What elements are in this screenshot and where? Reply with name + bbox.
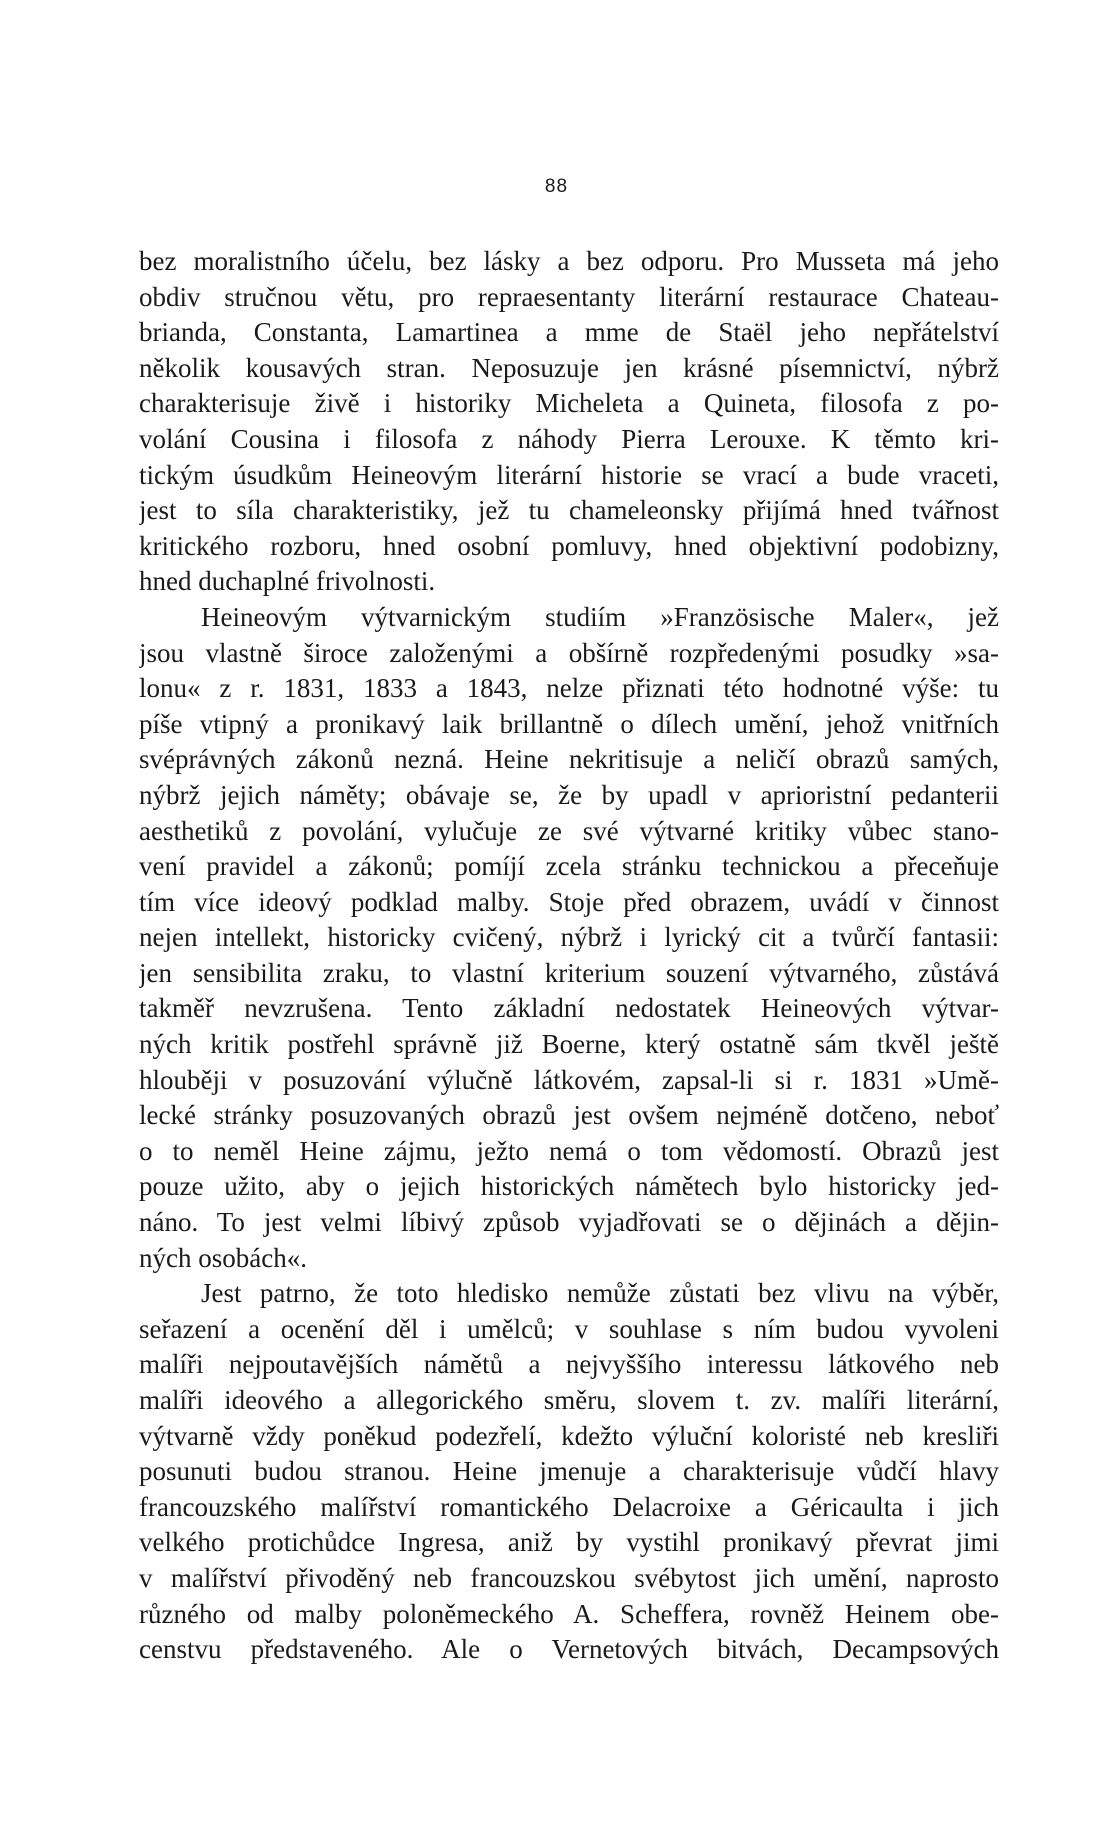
text-line: jen sensibilita zraku, to vlastní kriterium souzení výtvarného, zůstává (139, 957, 999, 988)
page-number: 88 (544, 176, 569, 197)
text-line: pouze užito, aby o jejich historických námětech bylo historicky jed- (139, 1171, 999, 1202)
text-line: tickým úsudkům Heineovým literární historie se vrací a bude vraceti, (139, 459, 999, 490)
text-line: náno. To jest velmi líbivý způsob vyjadřovati se o dějinách a dějin- (139, 1207, 999, 1238)
body-text (139, 244, 999, 1668)
text-line: jest to síla charakteristiky, jež tu chameleonsky přijímá hned tvářnost (139, 495, 999, 526)
text-line: aesthetiků z povolání, vylučuje ze své výtvarné kritiky vůbec stano- (139, 815, 999, 846)
text-line: o to neměl Heine zájmu, ježto nemá o tom vědomostí. Obrazů jest (139, 1135, 999, 1166)
text-line: výtvarně vždy poněkud podezřelí, kdežto výluční koloristé neb kresliři (139, 1420, 999, 1451)
paragraph (139, 600, 999, 1276)
text-line: ných osobách«. (139, 1242, 307, 1273)
paragraph (139, 244, 999, 600)
text-line: volání Cousina i filosofa z náhody Pierra Lerouxe. K těmto kri- (139, 423, 999, 454)
text-line: censtvu představeného. Ale o Vernetových bitvách, Decampsových (139, 1634, 999, 1665)
text-line: brianda, Constanta, Lamartinea a mme de Staël jeho nepřátelství (139, 317, 999, 348)
text-line: velkého protichůdce Ingresa, aniž by vystihl pronikavý převrat jimi (139, 1527, 999, 1558)
text-line: jsou vlastně široce založenými a obšírně rozpředenými posudky »sa- (139, 637, 999, 668)
text-line: hned duchaplné frivolnosti. (139, 566, 436, 597)
text-line: malíři nejpoutavějších námětů a nejvyššího interessu látkového neb (139, 1349, 999, 1380)
text-line: několik kousavých stran. Neposuzuje jen krásné písemnictví, nýbrž (139, 352, 999, 383)
text-line: Jest patrno, že toto hledisko nemůže zůstati bez vlivu na výběr, (201, 1278, 999, 1309)
text-line: nejen intellekt, historicky cvičený, nýbrž i lyrický cit a tvůrčí fantasii: (139, 922, 999, 953)
text-line: tím více ideový podklad malby. Stoje před obrazem, uvádí v činnost (139, 886, 999, 917)
text-line: píše vtipný a pronikavý laik brillantně o dílech umění, jehož vnitřních (139, 708, 999, 739)
text-line: bez moralistního účelu, bez lásky a bez odporu. Pro Musseta má jeho (139, 246, 999, 276)
text-line: různého od malby poloněmeckého A. Scheffera, rovněž Heinem obe- (139, 1598, 999, 1629)
text-line: vení pravidel a zákonů; pomíjí zcela stránku technickou a přeceňuje (139, 851, 999, 882)
text-line: lonu« z r. 1831, 1833 a 1843, nelze přiznati této hodnotné výše: tu (139, 673, 999, 704)
text-line: malíři ideového a allegorického směru, slovem t. zv. malíři literární, (139, 1385, 999, 1415)
text-line: obdiv stručnou větu, pro repraesentanty literární restaurace Chateau- (139, 281, 999, 312)
text-line: lecké stránky posuzovaných obrazů jest ovšem nejméně dotčeno, neboť (139, 1100, 999, 1131)
text-line: posunuti budou stranou. Heine jmenuje a charakterisuje vůdčí hlavy (139, 1456, 999, 1487)
text-line: Heineovým výtvarnickým studiím »Französische Maler«, jež (201, 601, 999, 632)
text-line: ných kritik postřehl správně již Boerne, který ostatně sám tkvěl ještě (139, 1029, 999, 1060)
text-line: hlouběji v posuzování výlučně látkovém, zapsal-li si r. 1831 »Umě- (139, 1064, 999, 1095)
text-line: nýbrž jejich náměty; obávaje se, že by upadl v aprioristní pedanterii (139, 779, 999, 810)
text-line: svéprávných zákonů nezná. Heine nekritisuje a neličí obrazů samých, (139, 744, 999, 775)
text-line: charakterisuje živě i historiky Micheleta a Quineta, filosofa z po- (139, 388, 999, 419)
text-line: kritického rozboru, hned osobní pomluvy, hned objektivní podobizny, (139, 530, 999, 561)
text-line: takměř nevzrušena. Tento základní nedostatek Heineových výtvar- (139, 993, 999, 1024)
text-line: francouzského malířství romantického Delacroixe a Géricaulta i jich (139, 1491, 999, 1522)
paragraph (139, 1276, 999, 1668)
text-line: v malířství přivoděný neb francouzskou svébytost jich umění, naprosto (139, 1562, 999, 1593)
text-line: seřazení a ocenění děl i umělců; v souhlase s ním budou vyvoleni (139, 1313, 999, 1344)
